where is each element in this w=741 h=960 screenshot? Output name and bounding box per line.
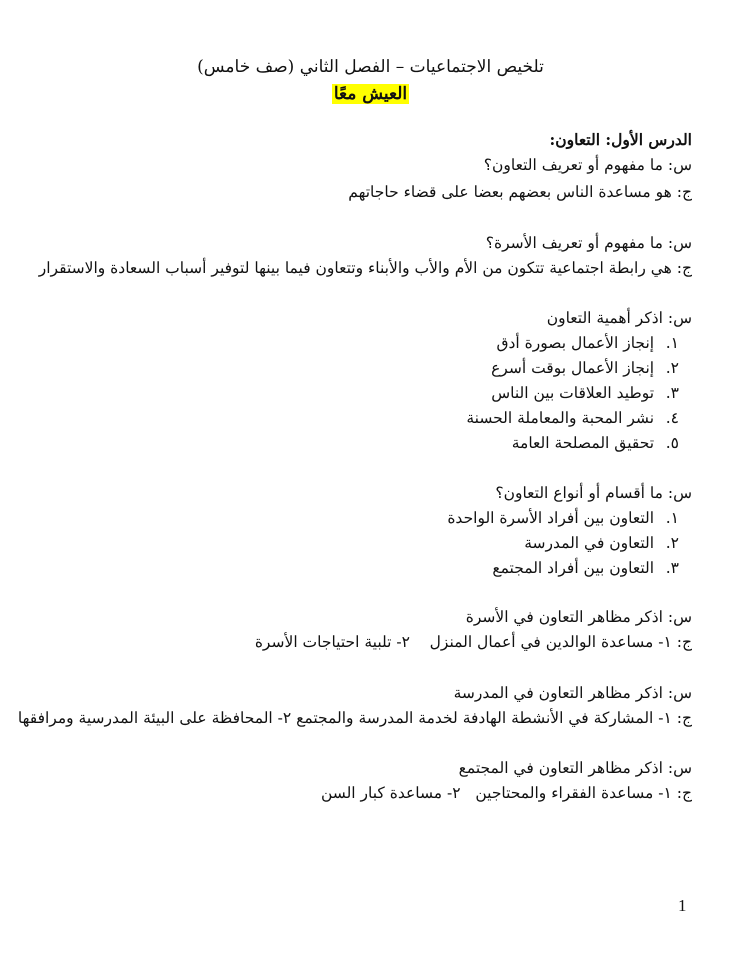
lesson-heading: الدرس الأول: التعاون: xyxy=(549,130,692,149)
question: س: ما أقسام أو أنواع التعاون؟ xyxy=(495,484,692,502)
list-text: التعاون في المدرسة xyxy=(524,534,655,552)
list-text: توطيد العلاقات بين الناس xyxy=(491,384,655,402)
list-number: ٢. xyxy=(665,534,679,552)
answer: ج: ١- المشاركة في الأنشطة الهادفة لخدمة المدرسة والمجتمع ٢- المحافظة على البيئة المدرسية ومرافقها xyxy=(17,709,692,727)
list-number: ٣. xyxy=(665,559,679,577)
list-item xyxy=(491,356,679,380)
subtitle-wrap xyxy=(0,82,741,106)
list-item xyxy=(524,531,679,555)
list-item xyxy=(447,506,679,530)
question: س: اذكر مظاهر التعاون في المدرسة xyxy=(453,684,692,702)
list-text: التعاون بين أفراد الأسرة الواحدة xyxy=(447,509,655,527)
list-number: ٥. xyxy=(665,434,679,452)
question: س: اذكر أهمية التعاون xyxy=(546,309,692,327)
answer: ج: ١- مساعدة الوالدين في أعمال المنزل ٢- تلبية احتياجات الأسرة xyxy=(254,633,692,651)
list-number: ١. xyxy=(665,509,679,527)
list-number: ٢. xyxy=(665,359,679,377)
list-text: إنجاز الأعمال بصورة أدق xyxy=(496,334,655,352)
list-text: تحقيق المصلحة العامة xyxy=(511,434,655,452)
question: س: ما مفهوم أو تعريف الأسرة؟ xyxy=(485,234,692,252)
question: س: اذكر مظاهر التعاون في الأسرة xyxy=(465,608,692,626)
answer: ج: هو مساعدة الناس بعضهم بعضا على قضاء حاجاتهم xyxy=(348,183,692,201)
list-text: نشر المحبة والمعاملة الحسنة xyxy=(466,409,655,427)
list-item xyxy=(466,406,679,430)
list-text: إنجاز الأعمال بوقت أسرع xyxy=(491,359,655,377)
list-item xyxy=(512,431,679,455)
list-item xyxy=(497,331,680,355)
list-item xyxy=(491,381,679,405)
document-title: تلخيص الاجتماعيات – الفصل الثاني (صف خامس) xyxy=(197,57,544,77)
question: س: ما مفهوم أو تعريف التعاون؟ xyxy=(483,156,692,174)
answer: ج: ١- مساعدة الفقراء والمحتاجين ٢- مساعدة كبار السن xyxy=(320,784,692,802)
list-number: ٣. xyxy=(665,384,679,402)
list-item xyxy=(492,556,679,580)
list-text: التعاون بين أفراد المجتمع xyxy=(492,559,655,577)
document-subtitle: العيش معًا xyxy=(333,84,408,104)
list-number: ٤. xyxy=(665,409,679,427)
question: س: اذكر مظاهر التعاون في المجتمع xyxy=(458,759,692,777)
page-number: 1 xyxy=(678,896,687,915)
list-number: ١. xyxy=(665,334,679,352)
answer: ج: هي رابطة اجتماعية تتكون من الأم والأب والأبناء وتتعاون فيما بينها لتوفير أسباب السعادة والاستقرار xyxy=(38,259,692,277)
